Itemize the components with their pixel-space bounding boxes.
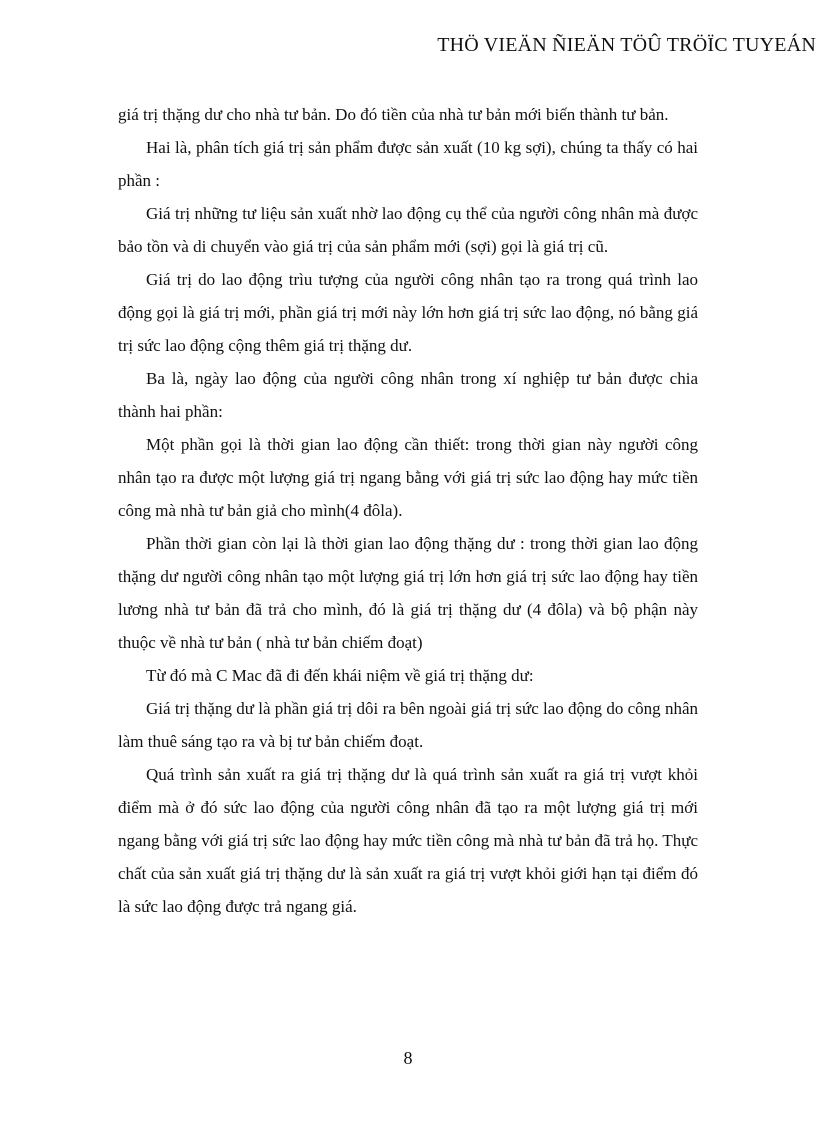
paragraph: Một phần gọi là thời gian lao động cần thiết: trong thời gian này người công nhân tạo ra được một lượng giá trị ngang bằng với giá trị sức lao động hay mức tiền công mà nhà tư bản giả cho mình(4 đôla).: [118, 435, 698, 520]
paragraph: Giá trị những tư liệu sản xuất nhờ lao động cụ thể của người công nhân mà được bảo tồn và di chuyển vào giá trị của sản phẩm mới (sợi) gọi là giá trị cũ.: [118, 204, 698, 256]
paragraph: Ba là, ngày lao động của người công nhân trong xí nghiệp tư bản được chia thành hai phần:: [118, 369, 698, 421]
paragraph: Quá trình sản xuất ra giá trị thặng dư là quá trình sản xuất ra giá trị vượt khỏi điểm mà ở đó sức lao động của người công nhân đã tạo ra một lượng giá trị mới ngang bằng với giá trị sức lao động hay mức tiền công mà nhà tư bản đã trả họ. Thực chất của sản xuất giá trị thặng dư là sản xuất ra giá trị vượt khỏi giới hạn tại điểm đó là sức lao động được trả ngang giá.: [118, 765, 698, 916]
paragraph: Giá trị do lao động trìu tượng của người công nhân tạo ra trong quá trình lao động gọi là giá trị mới, phần giá trị mới này lớn hơn giá trị sức lao động, nó bằng giá trị sức lao động cộng thêm giá trị thặng dư.: [118, 270, 698, 355]
paragraph: Từ đó mà C Mac đã đi đến khái niệm về giá trị thặng dư:: [146, 666, 534, 685]
page-header: THÖ VIEÄN ÑIEÄN TÖÛ TRÖÏC TUYEÁN: [437, 34, 816, 56]
paragraph: giá trị thặng dư cho nhà tư bản. Do đó tiền của nhà tư bản mới biến thành tư bản.: [118, 105, 669, 124]
paragraph: Phần thời gian còn lại là thời gian lao động thặng dư : trong thời gian lao động thặng dư người công nhân tạo một lượng giá trị lớn hơn giá trị sức lao động hay tiền lương nhà tư bản đã trả cho mình, đó là giá trị thặng dư (4 đôla) và bộ phận này thuộc về nhà tư bản ( nhà tư bản chiếm đoạt): [118, 534, 698, 652]
page-number: 8: [403, 1048, 413, 1068]
document-body: [118, 98, 698, 923]
paragraph: Giá trị thặng dư là phần giá trị dôi ra bên ngoài giá trị sức lao động do công nhân làm thuê sáng tạo ra và bị tư bản chiếm đoạt.: [118, 699, 698, 751]
paragraph: Hai là, phân tích giá trị sản phẩm được sản xuất (10 kg sợi), chúng ta thấy có hai phần :: [118, 138, 698, 190]
